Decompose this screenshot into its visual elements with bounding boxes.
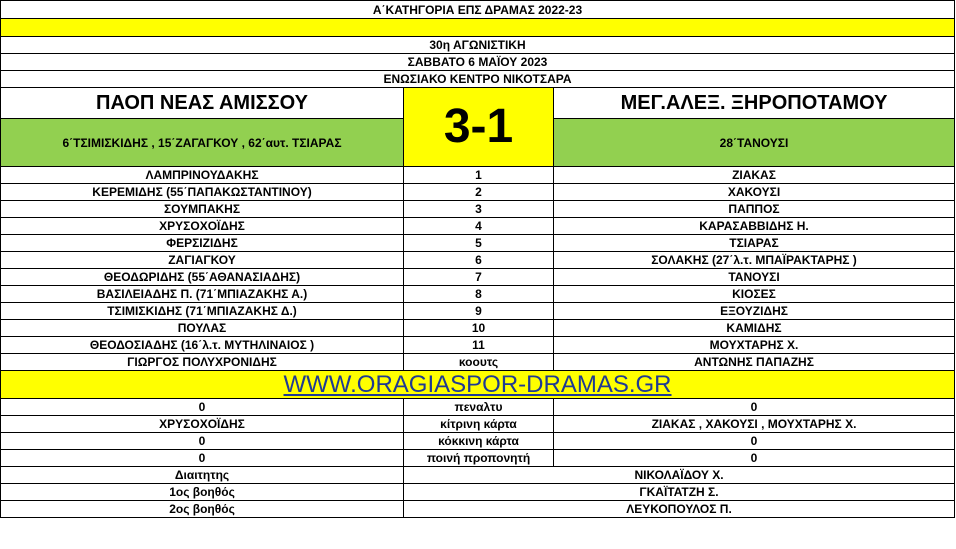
official-role: 2ος βοηθός	[1, 501, 404, 518]
lineup-row	[1, 235, 955, 252]
home-player: ΤΣΙΜΙΣΚΙΔΗΣ (71΄ΜΠΙΑΖΑΚΗΣ Δ.)	[1, 303, 404, 320]
home-player: ΚΕΡΕΜΙΔΗΣ (55΄ΠΑΠΑΚΩΣΤΑΝΤΙΝΟΥ)	[1, 184, 404, 201]
away-player: ΜΟΥΧΤΑΡΗΣ Χ.	[554, 337, 955, 354]
away-player: ΚΑΡΑΣΑΒΒΙΔΗΣ Η.	[554, 218, 955, 235]
lineup-row	[1, 201, 955, 218]
match-date: ΣΑΒΒΑΤΟ 6 ΜΑΪΟΥ 2023	[1, 54, 955, 71]
home-team-name: ΠΑΟΠ ΝΕΑΣ ΑΜΙΣΣΟΥ	[1, 88, 404, 119]
lineup-row	[1, 269, 955, 286]
official-row	[1, 484, 955, 501]
away-team-name: ΜΕΓ.ΑΛΕΞ. ΞΗΡΟΠΟΤΑΜΟΥ	[554, 88, 955, 119]
away-player: ΤΑΝΟΥΣΙ	[554, 269, 955, 286]
home-player: ΘΕΟΔΩΡΙΔΗΣ (55΄ΑΘΑΝΑΣΙΑΔΗΣ)	[1, 269, 404, 286]
shirt-number: 3	[404, 201, 554, 218]
home-coach: ΓΙΩΡΓΟΣ ΠΟΛΥΧΡΟΝΙΔΗΣ	[1, 354, 404, 371]
lineup-row	[1, 303, 955, 320]
stat-label: πεναλτυ	[404, 399, 554, 416]
away-player: ΧΑΚΟΥΣΙ	[554, 184, 955, 201]
home-stat-value: 0	[1, 433, 404, 450]
lineup-row	[1, 286, 955, 303]
away-stat-value: 0	[554, 399, 955, 416]
home-player: ΣΟΥΜΠΑΚΗΣ	[1, 201, 404, 218]
stat-row	[1, 433, 955, 450]
away-player: ΖΙΑΚΑΣ	[554, 167, 955, 184]
shirt-number: 2	[404, 184, 554, 201]
home-player: ΛΑΜΠΡΙΝΟΥΔΑΚΗΣ	[1, 167, 404, 184]
away-player: ΕΞΟΥΖΙΔΗΣ	[554, 303, 955, 320]
match-venue: ΕΝΩΣΙΑΚΟ ΚΕΝΤΡΟ ΝΙΚΟΤΣΑΡΑ	[1, 71, 955, 88]
official-row	[1, 501, 955, 518]
shirt-number: 7	[404, 269, 554, 286]
home-stat-value: 0	[1, 450, 404, 467]
lineup-row	[1, 218, 955, 235]
official-name: ΛΕΥΚΟΠΟΥΛΟΣ Π.	[404, 501, 955, 518]
stat-label: κόκκινη κάρτα	[404, 433, 554, 450]
home-scorers: 6΄ΤΣΙΜΙΣΚΙΔΗΣ , 15΄ΖΑΓΑΓΚΟΥ , 62΄αυτ. ΤΣΙΑΡΑΣ	[1, 119, 404, 167]
stat-label: κίτρινη κάρτα	[404, 416, 554, 433]
away-player: ΤΣΙΑΡΑΣ	[554, 235, 955, 252]
home-player: ΠΟΥΛΑΣ	[1, 320, 404, 337]
away-player: ΠΑΠΠΟΣ	[554, 201, 955, 218]
away-scorers: 28΄ΤΑΝΟΥΣΙ	[554, 119, 955, 167]
shirt-number: 4	[404, 218, 554, 235]
away-stat-value: ΖΙΑΚΑΣ , ΧΑΚΟΥΣΙ , ΜΟΥΧΤΑΡΗΣ Χ.	[554, 416, 955, 433]
home-stat-value: ΧΡΥΣΟΧΟΪΔΗΣ	[1, 416, 404, 433]
shirt-number: 8	[404, 286, 554, 303]
away-stat-value: 0	[554, 450, 955, 467]
competition-title: Α΄ΚΑΤΗΓΟΡΙΑ ΕΠΣ ΔΡΑΜΑΣ 2022-23	[1, 1, 955, 19]
shirt-number: 1	[404, 167, 554, 184]
lineup-row	[1, 167, 955, 184]
official-role: Διαιτητης	[1, 467, 404, 484]
shirt-number: 6	[404, 252, 554, 269]
stat-label: ποινή προπονητή	[404, 450, 554, 467]
shirt-number: 5	[404, 235, 554, 252]
away-coach: ΑΝΤΩΝΗΣ ΠΑΠΑΖΗΣ	[554, 354, 955, 371]
official-role: 1ος βοηθός	[1, 484, 404, 501]
website-banner	[1, 371, 955, 399]
home-player: ΖΑΓΙΑΓΚΟΥ	[1, 252, 404, 269]
home-player: ΧΡΥΣΟΧΟΪΔΗΣ	[1, 218, 404, 235]
official-name: ΓΚΑΪΤΑΤΖΗ Σ.	[404, 484, 955, 501]
official-name: ΝΙΚΟΛΑΪΔΟΥ Χ.	[404, 467, 955, 484]
home-stat-value: 0	[1, 399, 404, 416]
lineup-row	[1, 184, 955, 201]
shirt-number: 9	[404, 303, 554, 320]
stat-row	[1, 450, 955, 467]
stat-row	[1, 416, 955, 433]
away-player: ΚΑΜΙΔΗΣ	[554, 320, 955, 337]
final-score: 3-1	[404, 88, 554, 167]
lineup-row	[1, 252, 955, 269]
away-stat-value: 0	[554, 433, 955, 450]
website-link[interactable]: WWW.ORAGIASPOR-DRAMAS.GR	[283, 370, 672, 398]
home-player: ΘΕΟΔΟΣΙΑΔΗΣ (16΄λ.τ. ΜΥΤΗΛΙΝΑΙΟΣ )	[1, 337, 404, 354]
stat-row	[1, 399, 955, 416]
shirt-number: 10	[404, 320, 554, 337]
yellow-separator	[1, 19, 955, 37]
lineup-row	[1, 320, 955, 337]
lineup-row	[1, 337, 955, 354]
away-player: ΚΙΟΣΕΣ	[554, 286, 955, 303]
coach-label: κοουτς	[404, 354, 554, 371]
official-row	[1, 467, 955, 484]
home-player: ΒΑΣΙΛΕΙΑΔΗΣ Π. (71΄ΜΠΙΑΖΑΚΗΣ Α.)	[1, 286, 404, 303]
matchday-label: 30η ΑΓΩΝΙΣΤΙΚΗ	[1, 37, 955, 54]
away-player: ΣΟΛΑΚΗΣ (27΄λ.τ. ΜΠΑΪΡΑΚΤΑΡΗΣ )	[554, 252, 955, 269]
home-player: ΦΕΡΣΙΖΙΔΗΣ	[1, 235, 404, 252]
shirt-number: 11	[404, 337, 554, 354]
